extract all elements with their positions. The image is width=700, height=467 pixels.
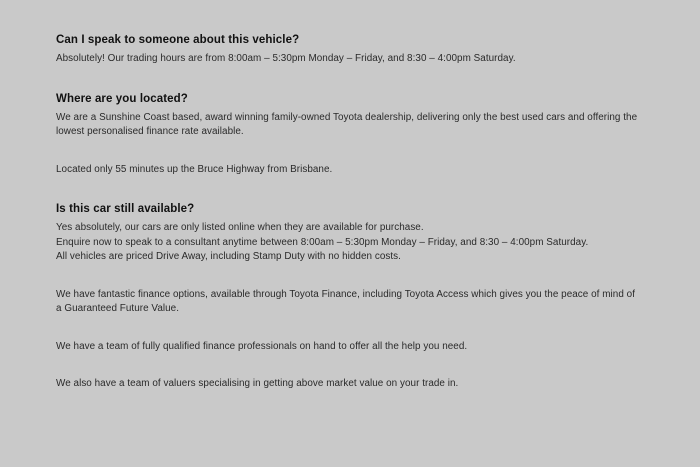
faq-answer-paragraph: We have fantastic finance options, available through Toyota Finance, including Toyota Access which gives you the peace of mind of a Guaranteed Future Value. (56, 288, 635, 314)
faq-question: Is this car still available? (56, 203, 195, 215)
faq-question: Where are you located? (56, 92, 188, 105)
faq-answer-paragraph: We also have a team of valuers specialising in getting above market value on your trade in. (56, 378, 459, 389)
faq-section-speak-to-someone (56, 34, 644, 67)
faq-answer-paragraph: All vehicles are priced Drive Away, including Stamp Duty with no hidden costs. (56, 251, 401, 262)
faq-answer-paragraph: We have a team of fully qualified finance professionals on hand to offer all the help you need. (56, 340, 468, 352)
paragraph-spacer (56, 149, 644, 163)
paragraph-spacer (56, 363, 644, 377)
faq-answer-paragraph: Located only 55 minutes up the Bruce Highway from Brisbane. (56, 163, 333, 175)
faq-answer-paragraph: Absolutely! Our trading hours are from 8:00am – 5:30pm Monday – Friday, and 8:30 – 4:00pm Saturday. (56, 53, 516, 64)
paragraph-spacer (56, 274, 644, 288)
faq-answer-paragraph: We are a Sunshine Coast based, award winning family-owned Toyota dealership, delivering only the best used cars and offering the lowest personalised finance rate available. (56, 111, 638, 137)
faq-section-location (56, 93, 644, 178)
paragraph-spacer (56, 326, 644, 340)
faq-answer-paragraph: Enquire now to speak to a consultant anytime between 8:00am – 5:30pm Monday – Friday, and 8:30 – 4:00pm Saturday. (56, 236, 589, 248)
faq-question: Can I speak to someone about this vehicle? (56, 34, 300, 46)
faq-answer-paragraph: Yes absolutely, our cars are only listed online when they are available for purchase. (56, 222, 424, 233)
faq-section-availability (56, 203, 644, 392)
